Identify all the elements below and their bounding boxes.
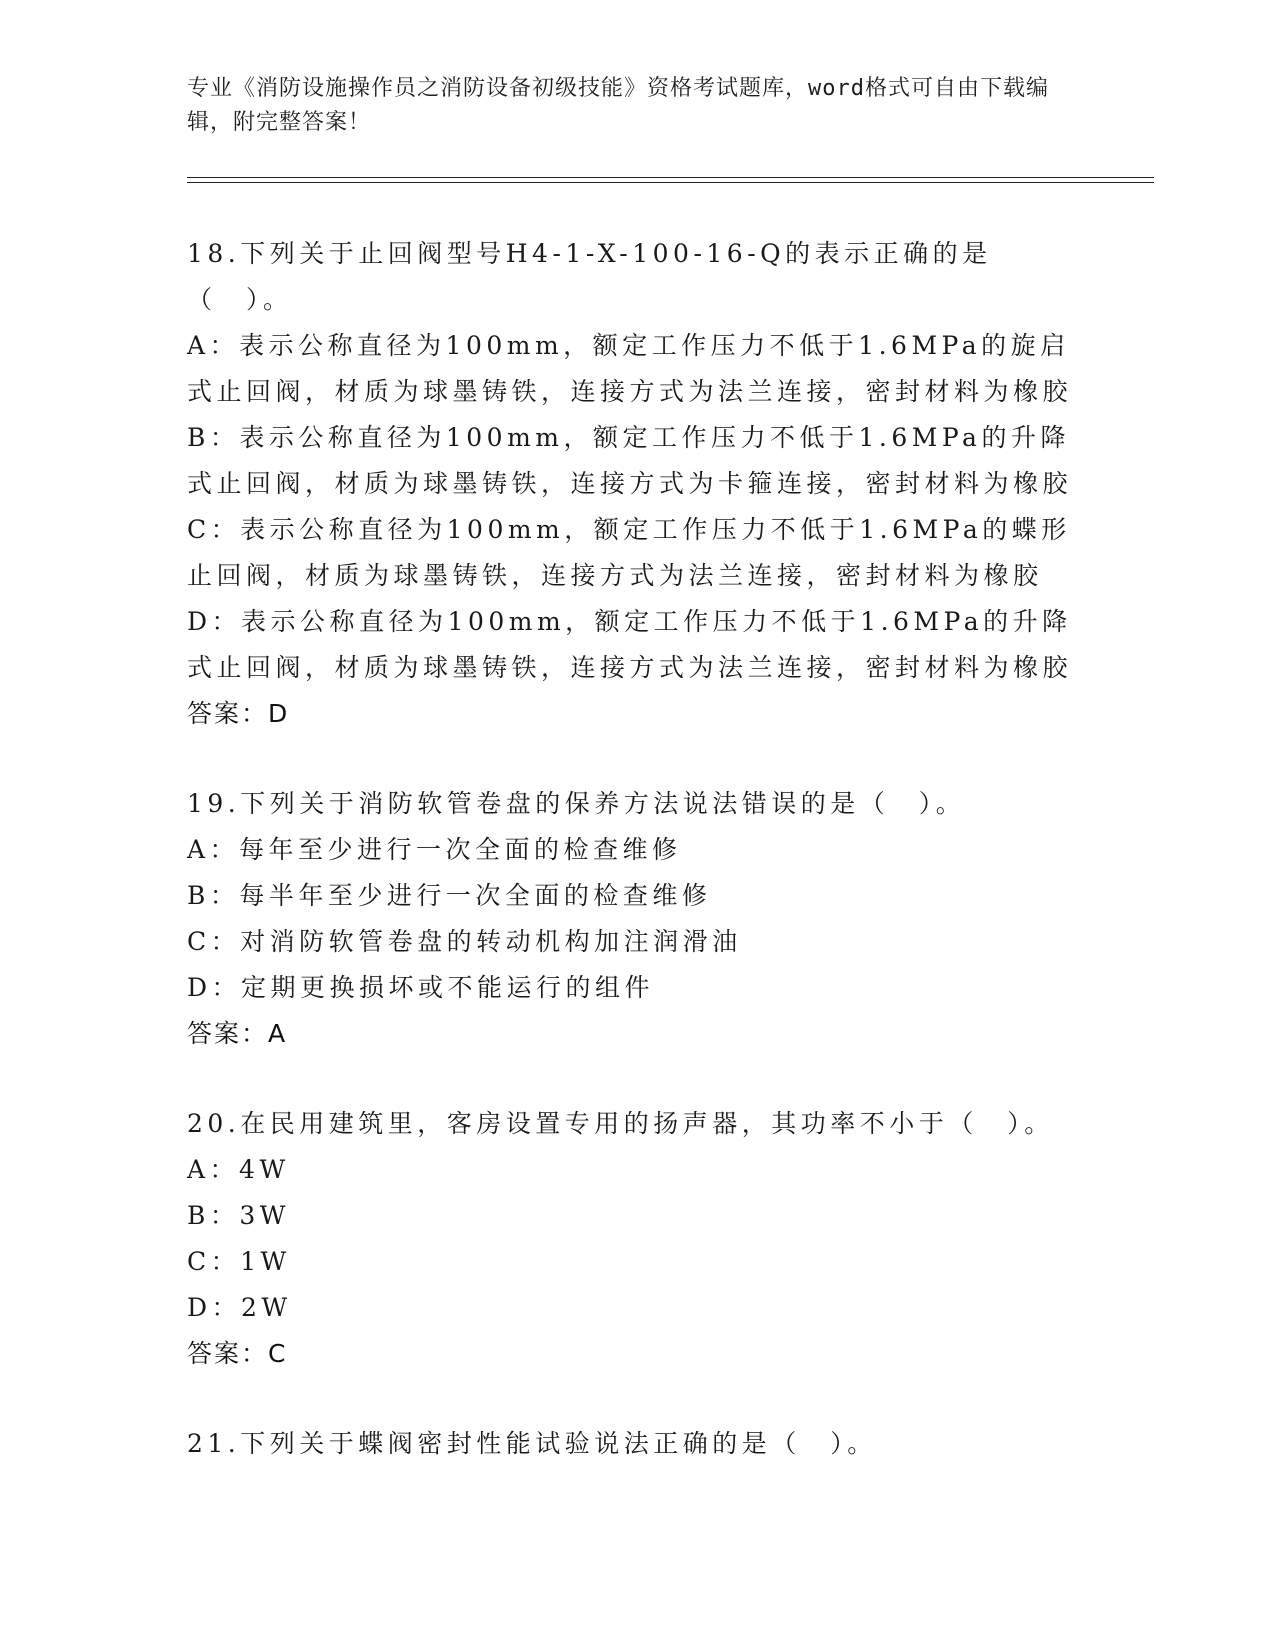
header-intro-text: 专业《消防设施操作员之消防设备初级技能》资格考试题库，word格式可自由下载编辑，附完整答案！ [187,76,1049,135]
question-stem: 21.下列关于蝶阀密封性能试验说法正确的是（ ）。 [187,1429,877,1458]
document-header [187,72,1067,140]
header-divider-top [187,177,1154,178]
question-stem: 18.下列关于止回阀型号H4-1-X-100-16-Q的表示正确的是（ ）。 [187,239,992,314]
option-b: B：表示公称直径为100mm，额定工作压力不低于1.6MPa的升降式止回阀，材质为球墨铸铁，连接方式为卡箍连接，密封材料为橡胶 [187,423,1073,498]
option-b: B：每半年至少进行一次全面的检查维修 [187,881,712,910]
option-a: A：4W [187,1155,290,1184]
option-b: B：3W [187,1201,290,1230]
question-stem: 20.在民用建筑里，客房设置专用的扬声器，其功率不小于（ ）。 [187,1109,1054,1138]
header-divider-bottom [187,182,1154,183]
option-c: C：对消防软管卷盘的转动机构加注润滑油 [187,927,742,956]
option-c: C：1W [187,1247,291,1276]
answer-line: 答案：C [187,1339,288,1368]
option-d: D：定期更换损坏或不能运行的组件 [187,973,655,1002]
question-20 [187,1101,1087,1377]
answer-line: 答案：D [187,699,290,728]
answer-line: 答案：A [187,1019,288,1048]
question-list [187,231,1087,1511]
question-19 [187,781,1087,1057]
option-d: D：2W [187,1293,292,1322]
question-21 [187,1421,1087,1467]
option-a: A：表示公称直径为100mm，额定工作压力不低于1.6MPa的旋启式止回阀，材质为球墨铸铁，连接方式为法兰连接，密封材料为橡胶 [187,331,1073,406]
option-c: C：表示公称直径为100mm，额定工作压力不低于1.6MPa的蝶形止回阀，材质为球墨铸铁，连接方式为法兰连接，密封材料为橡胶 [187,515,1071,590]
option-a: A：每年至少进行一次全面的检查维修 [187,835,682,864]
question-stem: 19.下列关于消防软管卷盘的保养方法说法错误的是（ ）。 [187,789,966,818]
option-d: D：表示公称直径为100mm，额定工作压力不低于1.6MPa的升降式止回阀，材质为球墨铸铁，连接方式为法兰连接，密封材料为橡胶 [187,607,1073,682]
question-18 [187,231,1087,737]
